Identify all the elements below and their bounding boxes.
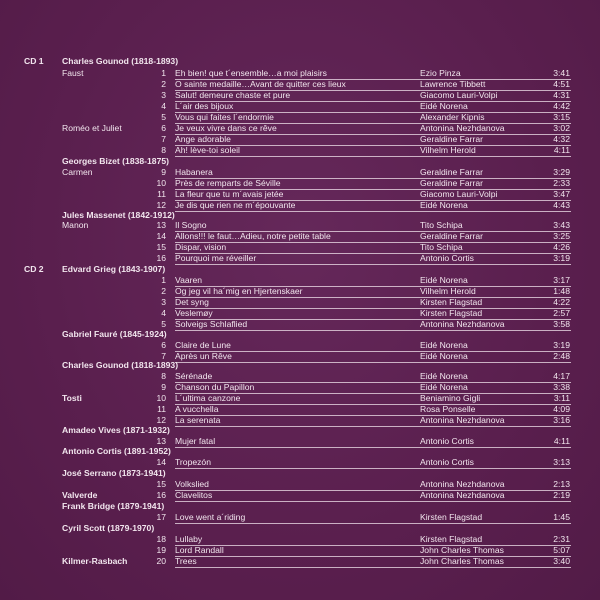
track-row xyxy=(0,178,600,189)
track-title: Og jeg vil ha´mig en Hjertenskaer xyxy=(175,286,303,296)
track-artist: Eidé Norena xyxy=(420,371,468,381)
track-title: L´ultima canzone xyxy=(175,393,241,403)
track-number: 1 xyxy=(161,68,166,78)
track-number: 6 xyxy=(161,123,166,133)
track-row xyxy=(0,446,600,457)
track-number: 8 xyxy=(161,145,166,155)
track-title: Solveigs Schlaflied xyxy=(175,319,248,329)
track-artist: Lawrence Tibbett xyxy=(420,79,486,89)
track-row xyxy=(0,468,600,479)
track-row xyxy=(0,112,600,123)
track-title: Dispar, vision xyxy=(175,242,227,252)
track-title: O sainte medaille…Avant de quitter ces lieux xyxy=(175,79,346,89)
track-title: La fleur que tu m´avais jetée xyxy=(175,189,284,199)
track-artist: Antonina Nezhdanova xyxy=(420,123,505,133)
composer-heading: Georges Bizet (1838-1875) xyxy=(62,156,169,166)
track-number: 11 xyxy=(157,404,166,414)
track-duration: 2:33 xyxy=(553,178,570,188)
track-row xyxy=(0,490,600,501)
track-number: 16 xyxy=(156,490,166,500)
track-row xyxy=(0,90,600,101)
track-duration: 3:19 xyxy=(553,253,570,263)
track-artist: Eidé Norena xyxy=(420,351,468,361)
track-title: Après un Rêve xyxy=(175,351,232,361)
track-row xyxy=(0,79,600,90)
track-title: Chanson du Papillon xyxy=(175,382,255,392)
track-number: 5 xyxy=(161,112,166,122)
track-number: 3 xyxy=(161,90,166,100)
track-duration: 2:13 xyxy=(553,479,570,489)
track-title: Ange adorable xyxy=(175,134,231,144)
track-row xyxy=(0,360,600,371)
track-row xyxy=(0,253,600,264)
track-duration: 2:19 xyxy=(553,490,570,500)
track-number: 12 xyxy=(156,200,166,210)
track-duration: 4:09 xyxy=(553,404,570,414)
track-row xyxy=(0,479,600,490)
track-row xyxy=(0,297,600,308)
track-row xyxy=(0,286,600,297)
track-number: 20 xyxy=(156,556,166,566)
track-duration: 2:31 xyxy=(553,534,570,544)
track-title: Veslemøy xyxy=(175,308,213,318)
track-title: Ah! lève-toi soleil xyxy=(175,145,240,155)
track-artist: Kirsten Flagstad xyxy=(420,308,483,318)
track-duration: 3:25 xyxy=(553,231,570,241)
track-row xyxy=(0,457,600,468)
track-row xyxy=(0,382,600,393)
track-row xyxy=(0,501,600,512)
track-duration: 4:22 xyxy=(553,297,570,307)
track-duration: 3:29 xyxy=(553,167,570,177)
track-title: Sérénade xyxy=(175,371,213,381)
work-name: Manon xyxy=(62,220,89,230)
track-number: 9 xyxy=(161,167,166,177)
composer-heading: Edvard Grieg (1843-1907) xyxy=(62,264,166,274)
track-title: Mujer fatal xyxy=(175,436,216,446)
track-duration: 3:38 xyxy=(553,382,570,392)
track-duration: 4:31 xyxy=(553,90,570,100)
track-title: La serenata xyxy=(175,415,221,425)
track-number: 2 xyxy=(161,286,166,296)
cd-label: CD 2 xyxy=(24,264,44,274)
track-artist: Eidé Norena xyxy=(420,275,468,285)
track-duration: 3:11 xyxy=(553,393,570,403)
track-artist: Kirsten Flagstad xyxy=(420,512,483,522)
track-title: Pourquoi me réveiller xyxy=(175,253,257,263)
track-duration: 3:15 xyxy=(553,112,570,122)
composer-heading: Antonio Cortis (1891-1952) xyxy=(62,446,171,456)
track-artist: Eidé Norena xyxy=(420,101,468,111)
track-number: 13 xyxy=(156,220,166,230)
track-artist: Geraldine Farrar xyxy=(420,231,484,241)
track-row xyxy=(0,308,600,319)
track-number: 19 xyxy=(156,545,166,555)
track-row xyxy=(0,545,600,556)
composer-heading: Cyril Scott (1879-1970) xyxy=(62,523,155,533)
track-title: Près de remparts de Séville xyxy=(175,178,281,188)
track-artist: Giacomo Lauri-Volpi xyxy=(420,90,498,100)
track-artist: Tito Schipa xyxy=(420,220,463,230)
track-number: 2 xyxy=(161,79,166,89)
track-number: 10 xyxy=(156,178,166,188)
track-row xyxy=(0,231,600,242)
track-duration: 3:40 xyxy=(553,556,570,566)
track-artist: Ezio Pinza xyxy=(420,68,461,78)
track-title: Salut! demeure chaste et pure xyxy=(175,90,291,100)
track-row xyxy=(0,123,600,134)
track-artist: Beniamino Gigli xyxy=(420,393,481,403)
track-row xyxy=(0,404,600,415)
composer-heading: Gabriel Fauré (1845-1924) xyxy=(62,329,167,339)
track-row xyxy=(0,189,600,200)
track-artist: Geraldine Farrar xyxy=(420,134,484,144)
track-title: Tropezón xyxy=(175,457,211,467)
composer-heading: Valverde xyxy=(62,490,98,500)
track-title: Lord Randall xyxy=(175,545,224,555)
track-duration: 4:11 xyxy=(553,436,570,446)
track-row xyxy=(0,556,600,567)
track-title: Il Sogno xyxy=(175,220,207,230)
track-row xyxy=(0,512,600,523)
track-artist: Eidé Norena xyxy=(420,200,468,210)
track-number: 5 xyxy=(161,319,166,329)
track-duration: 3:17 xyxy=(553,275,570,285)
track-row xyxy=(0,145,600,156)
track-row xyxy=(0,68,600,79)
track-row xyxy=(0,340,600,351)
composer-heading: Amadeo Vives (1871-1932) xyxy=(62,425,170,435)
track-title: A vucchella xyxy=(175,404,219,414)
track-artist: John Charles Thomas xyxy=(420,545,504,555)
track-title: Claire de Lune xyxy=(175,340,231,350)
track-row xyxy=(0,534,600,545)
track-duration: 1:45 xyxy=(553,512,570,522)
track-number: 3 xyxy=(161,297,166,307)
track-number: 14 xyxy=(156,457,166,467)
track-title: Allons!!! le faut…Adieu, notre petite table xyxy=(175,231,331,241)
track-duration: 2:48 xyxy=(553,351,570,361)
track-number: 13 xyxy=(156,436,166,446)
track-row xyxy=(0,393,600,404)
track-artist: Giacomo Lauri-Volpi xyxy=(420,189,498,199)
track-title: Det syng xyxy=(175,297,209,307)
track-duration: 4:42 xyxy=(553,101,570,111)
track-duration: 3:16 xyxy=(553,415,570,425)
track-title: Vaaren xyxy=(175,275,203,285)
track-duration: 3:19 xyxy=(553,340,570,350)
track-number: 8 xyxy=(161,371,166,381)
composer-heading: Frank Bridge (1879-1941) xyxy=(62,501,165,511)
track-title: L´air des bijoux xyxy=(175,101,234,111)
track-row xyxy=(0,156,600,167)
track-duration: 3:47 xyxy=(553,189,570,199)
track-artist: Rosa Ponselle xyxy=(420,404,476,414)
track-row xyxy=(0,329,600,340)
work-name: Faust xyxy=(62,68,84,78)
track-row xyxy=(0,101,600,112)
track-artist: Antonina Nezhdanova xyxy=(420,319,505,329)
track-number: 15 xyxy=(156,479,166,489)
track-artist: Geraldine Farrar xyxy=(420,178,484,188)
track-artist: Antonio Cortis xyxy=(420,436,474,446)
track-row xyxy=(0,134,600,145)
track-artist: Kirsten Flagstad xyxy=(420,534,483,544)
track-artist: Antonina Nezhdanova xyxy=(420,490,505,500)
track-row xyxy=(0,425,600,436)
track-number: 6 xyxy=(161,340,166,350)
track-artist: Vilhelm Herold xyxy=(420,286,476,296)
track-title: Habanera xyxy=(175,167,213,177)
track-number: 17 xyxy=(156,512,166,522)
track-duration: 3:58 xyxy=(553,319,570,329)
track-number: 9 xyxy=(161,382,166,392)
track-number: 15 xyxy=(156,242,166,252)
composer-heading: Charles Gounod (1818-1893) xyxy=(62,360,179,370)
track-number: 4 xyxy=(161,308,166,318)
composer-heading: Tosti xyxy=(62,393,82,403)
track-number: 10 xyxy=(156,393,166,403)
track-duration: 3:02 xyxy=(553,123,570,133)
track-title: Je dis que rien ne m´épouvante xyxy=(175,200,296,210)
track-title: Je veux vivre dans ce rêve xyxy=(175,123,277,133)
track-number: 16 xyxy=(156,253,166,263)
underline-rule xyxy=(175,567,571,568)
track-number: 12 xyxy=(156,415,166,425)
track-row xyxy=(0,242,600,253)
track-artist: Antonina Nezhdanova xyxy=(420,479,505,489)
track-row xyxy=(0,56,600,67)
track-artist: Eidé Norena xyxy=(420,340,468,350)
track-artist: John Charles Thomas xyxy=(420,556,504,566)
composer-heading: Kilmer-Rasbach xyxy=(62,556,128,566)
track-artist: Kirsten Flagstad xyxy=(420,297,483,307)
cd-label: CD 1 xyxy=(24,56,44,66)
composer-heading: José Serrano (1873-1941) xyxy=(62,468,166,478)
track-artist: Tito Schipa xyxy=(420,242,463,252)
track-artist: Alexander Kipnis xyxy=(420,112,485,122)
track-duration: 4:32 xyxy=(553,134,570,144)
composer-heading: Jules Massenet (1842-1912) xyxy=(62,210,175,220)
track-duration: 3:13 xyxy=(553,457,570,467)
work-name: Carmen xyxy=(62,167,93,177)
track-title: Love went a´riding xyxy=(175,512,246,522)
track-artist: Antonio Cortis xyxy=(420,253,474,263)
track-number: 7 xyxy=(161,134,166,144)
track-row xyxy=(0,220,600,231)
composer-heading: Charles Gounod (1818-1893) xyxy=(62,56,179,66)
track-title: Volkslied xyxy=(175,479,209,489)
track-duration: 4:17 xyxy=(553,371,570,381)
track-title: Trees xyxy=(175,556,197,566)
track-duration: 4:43 xyxy=(553,200,570,210)
track-number: 4 xyxy=(161,101,166,111)
track-artist: Geraldine Farrar xyxy=(420,167,484,177)
track-duration: 4:51 xyxy=(553,79,570,89)
track-artist: Antonio Cortis xyxy=(420,457,474,467)
track-title: Clavelitos xyxy=(175,490,213,500)
track-duration: 2:57 xyxy=(553,308,570,318)
track-title: Eh bien! que t´ensemble…a moi plaisirs xyxy=(175,68,327,78)
work-name: Roméo et Juliet xyxy=(62,123,122,133)
track-duration: 3:41 xyxy=(553,68,570,78)
track-number: 1 xyxy=(161,275,166,285)
track-duration: 4:26 xyxy=(553,242,570,252)
track-row xyxy=(0,264,600,275)
track-number: 18 xyxy=(156,534,166,544)
track-number: 14 xyxy=(156,231,166,241)
track-row xyxy=(0,523,600,534)
track-artist: Eidé Norena xyxy=(420,382,468,392)
track-duration: 5:07 xyxy=(553,545,570,555)
track-duration: 1:48 xyxy=(553,286,570,296)
track-row xyxy=(0,275,600,286)
track-number: 11 xyxy=(157,189,166,199)
track-duration: 4:11 xyxy=(553,145,570,155)
track-title: Lullaby xyxy=(175,534,203,544)
track-duration: 3:43 xyxy=(553,220,570,230)
track-number: 7 xyxy=(161,351,166,361)
track-title: Vous qui faites l´endormie xyxy=(175,112,274,122)
track-row xyxy=(0,371,600,382)
track-row xyxy=(0,167,600,178)
track-artist: Antonina Nezhdanova xyxy=(420,415,505,425)
track-artist: Vilhelm Herold xyxy=(420,145,476,155)
